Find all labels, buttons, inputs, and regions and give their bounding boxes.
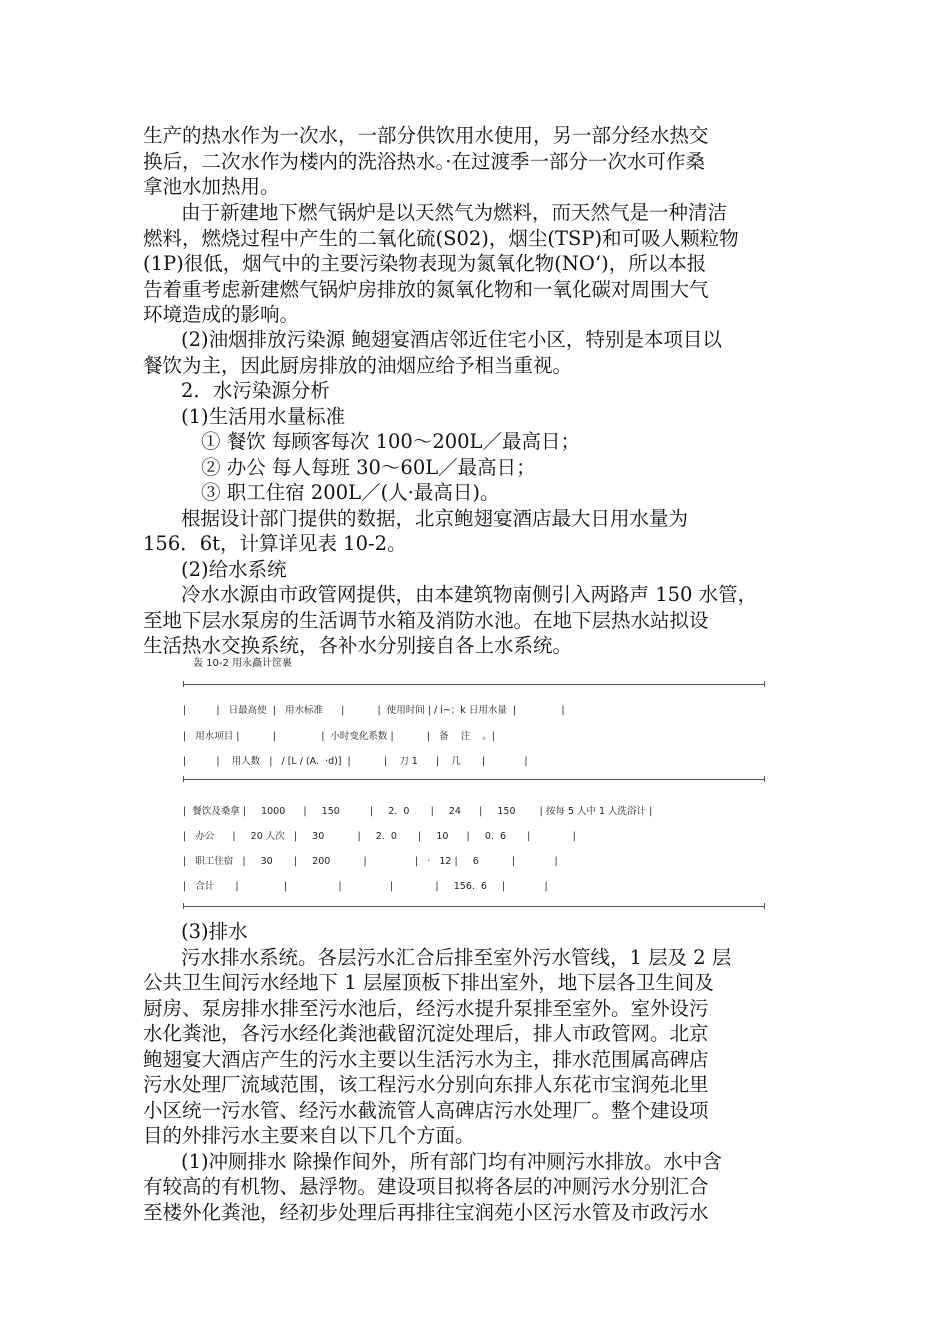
table-tick xyxy=(183,903,184,909)
text-line: 水化粪池，各污水经化粪池截留沉淀处理后，排人市政管网。北京 xyxy=(143,1022,709,1045)
text-line: 目的外排污水主要来自以下几个方面。 xyxy=(143,1124,475,1147)
text-line: (1)冲厕排水 除操作间外，所有部门均有冲厕污水排放。水中含 xyxy=(181,1149,722,1173)
standard-item: ② 办公 每人每班 30～60L／最高日； xyxy=(201,455,536,479)
water-usage-table xyxy=(183,678,765,910)
text-line: (1P)很低，烟气中的主要污染物表现为氮氧化物(NO‘)，所以本报 xyxy=(143,252,707,275)
section-drainage xyxy=(143,919,811,1225)
table-tick xyxy=(764,903,765,909)
table-tick xyxy=(183,776,184,782)
text-line: 燃料，燃烧过程中产生的二氧化硫(S02)，烟尘(TSP)和可吸人颗粒物 xyxy=(143,226,739,250)
subheading-drainage: (3)排水 xyxy=(181,920,248,943)
table-row: | 餐饮及桑拿 | 1000 | 150 | 2. 0 | 24 | 150 | 按每 5 人中 1 人洗浴计 | xyxy=(183,806,653,817)
table-header-row: | | 日最高使 | 用水标准 | | 使用时间 | / i~；k 日用水量 | | xyxy=(183,705,565,716)
text-line: 根据设计部门提供的数据，北京鲍翅宴酒店最大日用水量为 xyxy=(181,506,689,530)
table-rule-top xyxy=(183,684,765,685)
section-water-pollution xyxy=(143,378,811,659)
table-tick xyxy=(183,681,184,687)
table-rule-bottom xyxy=(183,906,765,907)
text-line: 冷水水源由市政管网提供，由本建筑物南侧引入两路声 150 水管， xyxy=(181,583,758,606)
text-line: 生活热水交换系统，各补水分别接自各上水系统。 xyxy=(143,634,573,657)
text-line: 156．6t，计算详见表 10-2。 xyxy=(143,532,407,555)
standard-item: ③ 职工住宿 200L／(人·最高日)。 xyxy=(201,481,500,504)
subheading-supply: (2)给水系统 xyxy=(181,557,287,581)
text-line: 至楼外化粪池，经初步处理后再排往宝润苑小区污水管及市政污水 xyxy=(143,1200,709,1224)
section-heading: 2．水污染源分析 xyxy=(181,379,330,402)
text-line: 拿池水加热用。 xyxy=(143,175,280,198)
standard-item: ① 餐饮 每顾客每次 100～200L／最高日； xyxy=(201,430,580,453)
text-line: 有较高的有机物、悬浮物。建设项目拟将各层的冲厕污水分别汇合 xyxy=(143,1175,709,1198)
text-line: 生产的热水作为一次水，一部分供饮用水使用，另一部分经水热交 xyxy=(143,124,709,147)
text-line: 鲍翅宴大酒店产生的污水主要以生活污水为主，排水范围属高碑店 xyxy=(143,1047,709,1071)
text-line: 餐饮为主，因此厨房排放的油烟应给予相当重视。 xyxy=(143,353,573,377)
text-line: 换后，二次水作为楼内的洗浴热水。·在过渡季一部分一次水可作桑 xyxy=(143,149,705,173)
table-row: | 职工住宿 | 30 | 200 | | · 12 | 6 | | xyxy=(183,856,558,867)
table-rule-middle xyxy=(183,779,765,780)
text-line: 污水排水系统。各层污水汇合后排至室外污水管线，1 层及 2 层 xyxy=(181,945,732,969)
table-header-row: | 用水项目 | | | 小时变化系数 | | 备 注 。| xyxy=(183,731,495,742)
table-caption: 轰 10-2 用永矗计筐裹 xyxy=(193,658,293,669)
text-line: 至地下层水泵房的生活调节水箱及消防水池。在地下层热水站拟设 xyxy=(143,608,709,632)
text-line: 污水处理厂流域范围，该工程污水分别向东排人东花市宝润苑北里 xyxy=(143,1073,709,1096)
text-line: 由于新建地下燃气锅炉是以天然气为燃料，而天然气是一种清洁 xyxy=(181,201,728,224)
text-line: 环境造成的影响。 xyxy=(143,303,300,326)
text-line: (2)油烟排放污染源 鲍翅宴酒店邻近住宅小区，特别是本项目以 xyxy=(181,328,722,351)
subheading-water-standard: (1)生活用水量标准 xyxy=(181,404,346,428)
table-row: | 办公 | 20 人次 | 30 | 2. 0 | 10 | 0. 6 | | xyxy=(183,831,576,842)
text-line: 厨房、泵房排水排至污水池后，经污水提升泵排至室外。室外设污 xyxy=(143,996,709,1020)
paragraph-hot-water xyxy=(143,123,811,200)
paragraph-oil-fume xyxy=(143,327,811,378)
text-line: 告着重考虑新建燃气锅炉房排放的氮氧化物和一氧化碳对周围大气 xyxy=(143,277,709,301)
text-line: 小区统一污水管、经污水截流管人高碑店污水处理厂。整个建设项 xyxy=(143,1098,709,1122)
table-tick xyxy=(764,681,765,687)
table-tick xyxy=(764,776,765,782)
table-header-row: | | 用人数 | / [L / (A. ·d)] | | 刀 1 | 几 | | xyxy=(183,756,528,767)
text-line: 公共卫生间污水经地下 1 层屋顶板下排出室外，地下层各卫生间及 xyxy=(143,971,714,994)
table-row: | 合计 | | | | | 156. 6 | | xyxy=(183,881,548,892)
paragraph-boiler xyxy=(143,200,811,328)
